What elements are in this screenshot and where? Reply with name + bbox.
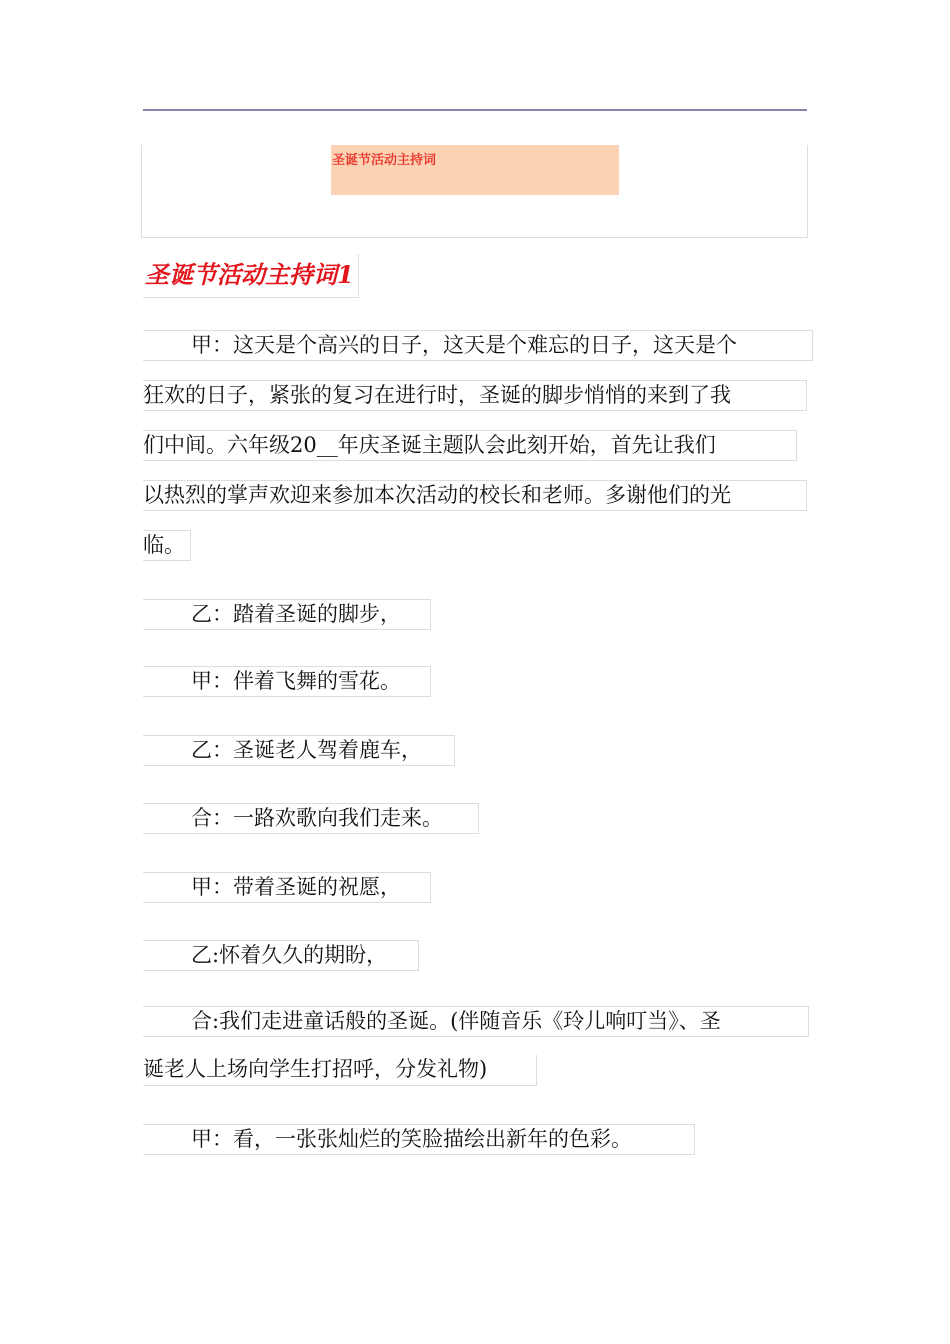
text-line: 狂欢的日子，紧张的复习在进行时，圣诞的脚步悄悄的来到了我: [143, 380, 807, 411]
dialogue-line: 乙：圣诞老人驾着鹿车，: [143, 735, 455, 766]
dialogue-line: 甲：看，一张张灿烂的笑脸描绘出新年的色彩。: [143, 1124, 695, 1155]
dialogue-line: 乙：踏着圣诞的脚步，: [143, 599, 431, 630]
dialogue-line: 诞老人上场向学生打招呼，分发礼物): [143, 1055, 537, 1086]
text-line: 们中间。六年级20__年庆圣诞主题队会此刻开始，首先让我们: [143, 430, 797, 461]
top-divider: [143, 109, 807, 111]
text-line: 以热烈的掌声欢迎来参加本次活动的校长和老师。多谢他们的光: [143, 480, 807, 511]
dialogue-line: 乙:怀着久久的期盼，: [143, 940, 419, 971]
text-line: 甲：这天是个高兴的日子，这天是个难忘的日子，这天是个: [143, 330, 813, 361]
text-line: 临。: [143, 530, 191, 561]
dialogue-line: 甲：带着圣诞的祝愿，: [143, 872, 431, 903]
header-tag: 圣诞节活动主持词: [331, 145, 619, 195]
dialogue-line: 甲：伴着飞舞的雪花。: [143, 666, 431, 697]
document-title: 圣诞节活动主持词1: [143, 254, 359, 298]
dialogue-line: 合:我们走进童话般的圣诞。(伴随音乐《玲儿响叮当》、圣: [143, 1006, 809, 1037]
dialogue-line: 合：一路欢歌向我们走来。: [143, 803, 479, 834]
